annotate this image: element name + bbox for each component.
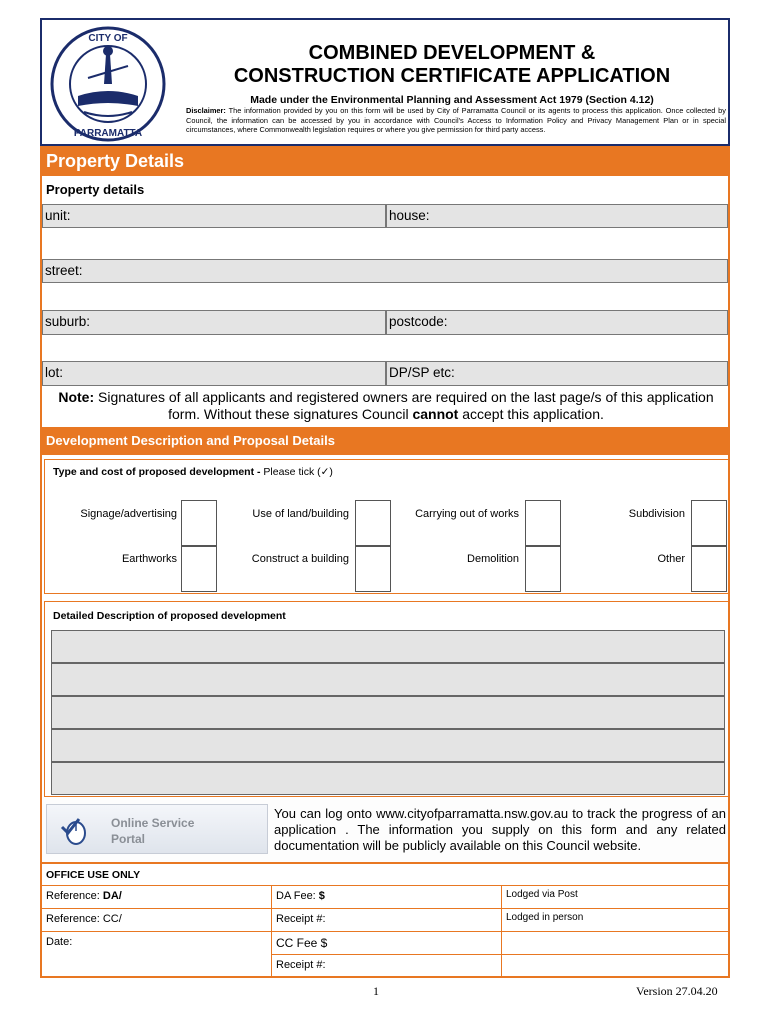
note-text: Signatures of all applicants and registered owners are required on the last page/s of this application form. Without these signatures Council	[94, 389, 714, 422]
development-type-box	[44, 459, 730, 594]
portal-button-text	[111, 815, 194, 847]
type-cost-heading-suffix: Please tick (✓)	[263, 466, 333, 478]
reference-da-cell	[42, 886, 272, 909]
option-label-construct-building: Construct a building	[251, 553, 349, 565]
use-of-land-checkbox[interactable]	[355, 500, 391, 546]
option-label-carrying-out-works: Carrying out of works	[415, 508, 519, 520]
signage-checkbox[interactable]	[181, 500, 217, 546]
description-line-2[interactable]	[51, 663, 725, 696]
disclaimer-label: Disclaimer:	[186, 106, 226, 115]
suburb-field[interactable]: suburb:	[42, 310, 386, 335]
office-empty-cell-2	[502, 955, 728, 976]
lot-field[interactable]: lot:	[42, 361, 386, 386]
house-field[interactable]: house:	[386, 204, 728, 228]
detailed-description-heading: Detailed Description of proposed development	[53, 610, 286, 622]
office-use-heading: OFFICE USE ONLY	[42, 864, 728, 886]
property-details-subheading: Property details	[46, 182, 145, 197]
description-line-3[interactable]	[51, 696, 725, 729]
reference-da-label: Reference:	[46, 890, 103, 902]
form-title	[192, 42, 712, 88]
carrying-out-works-checkbox[interactable]	[525, 500, 561, 546]
city-of-parramatta-seal-icon	[48, 26, 168, 142]
option-label-signage: Signage/advertising	[80, 508, 177, 520]
reference-cc-cell: Reference: CC/	[42, 909, 272, 932]
option-label-subdivision: Subdivision	[628, 508, 685, 520]
option-label-other: Other	[657, 553, 685, 565]
office-empty-cell-1	[502, 932, 728, 955]
online-portal-row	[40, 800, 730, 862]
title-line-2: CONSTRUCTION CERTIFICATE APPLICATION	[233, 65, 671, 87]
type-cost-heading	[53, 466, 333, 478]
svg-text:PARRAMATTA: PARRAMATTA	[73, 128, 143, 139]
property-details-section	[40, 176, 730, 427]
development-section-title: Development Description and Proposal Details	[40, 427, 730, 455]
lodged-in-person-cell: Lodged in person	[502, 909, 728, 932]
svg-text:CITY OF: CITY OF	[88, 33, 128, 44]
note-label: Note:	[58, 389, 95, 405]
receipt-2-cell: Receipt #:	[272, 955, 502, 976]
property-details-section-title: Property Details	[40, 146, 730, 176]
portal-info-text: You can log onto www.cityofparramatta.nsw.gov.au to track the progress of an application . The information you supply on this form and any related documentation will be publicly available on this Council website.	[274, 806, 726, 853]
form-header	[40, 18, 730, 146]
disclaimer-text: The information provided by you on this form will be used by City of Parramatta Council or its agents to process this application. Once collected by Council, the information can be accessed by you in accordance with Council's Access to Information Policy and Privacy Management Plan or in special circumstances, where Commonwealth legislation requires or where you give permission for third party access.	[186, 106, 726, 135]
development-section	[40, 455, 730, 800]
disclaimer	[186, 106, 726, 135]
da-fee-cell	[272, 886, 502, 909]
date-cell: Date:	[42, 932, 272, 976]
page-number: 1	[373, 984, 379, 998]
reference-da-value: DA/	[102, 890, 122, 902]
street-field[interactable]: street:	[42, 259, 728, 283]
option-label-earthworks: Earthworks	[121, 553, 177, 565]
subdivision-checkbox[interactable]	[691, 500, 727, 546]
dp-sp-field[interactable]: DP/SP etc:	[386, 361, 728, 386]
description-line-5[interactable]	[51, 762, 725, 795]
note-emphasis: cannot	[412, 406, 459, 422]
da-fee-label: DA Fee:	[276, 890, 319, 902]
version-label: Version 27.04.20	[636, 984, 718, 998]
form-subtitle: Made under the Environmental Planning and Assessment Act 1979 (Section 4.12)	[250, 94, 654, 106]
title-line-1: COMBINED DEVELOPMENT &	[308, 42, 596, 64]
online-service-portal-button[interactable]	[46, 804, 268, 854]
lodged-via-post-cell: Lodged via Post	[502, 886, 728, 909]
unit-field[interactable]: unit:	[42, 204, 386, 228]
postcode-field[interactable]: postcode:	[386, 310, 728, 335]
portal-button-line-2: Portal	[111, 832, 146, 846]
option-label-demolition: Demolition	[467, 553, 519, 565]
other-checkbox[interactable]	[691, 546, 727, 592]
option-label-use-of-land: Use of land/building	[252, 508, 349, 520]
mouse-check-icon	[59, 815, 93, 845]
description-line-4[interactable]	[51, 729, 725, 762]
description-line-1[interactable]	[51, 630, 725, 663]
note-text-end: accept this application.	[458, 406, 604, 422]
detailed-description-box	[44, 601, 730, 797]
office-use-section	[40, 862, 730, 978]
da-fee-value: $	[318, 890, 325, 902]
type-cost-heading-text: Type and cost of proposed development -	[53, 466, 264, 478]
cc-fee-cell: CC Fee $	[272, 932, 502, 955]
signature-note	[54, 389, 718, 423]
portal-button-line-1: Online Service	[111, 816, 195, 830]
receipt-1-cell: Receipt #:	[272, 909, 502, 932]
